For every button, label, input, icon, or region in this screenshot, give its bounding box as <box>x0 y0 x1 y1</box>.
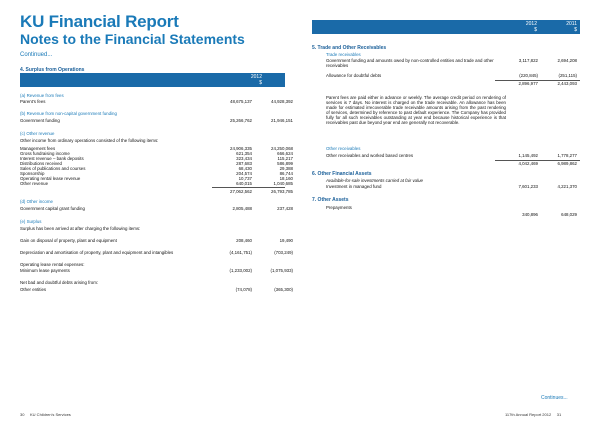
footer-right <box>505 412 561 417</box>
govt-heading: (b) Revenue from non-capital government funding <box>20 111 117 116</box>
note7-sub: Prepayments <box>326 205 352 210</box>
col-unit1: $ <box>534 27 537 33</box>
note6-sub: Available-for-sale investments carried at fair value <box>326 178 423 183</box>
footer-report: 117th Annual Report 2012 <box>505 412 552 417</box>
note4-heading: 4. Surplus from Operations <box>20 67 85 73</box>
note5-heading: 5. Trade and Other Receivables <box>312 45 387 51</box>
footer-org: KU Children's Services <box>30 412 71 417</box>
page-number-right: 31 <box>556 412 562 417</box>
receivables-paragraph: Parent fees are paid either in advance or weekly. The average credit period on rendering of services is 7 days. No interest is charged on the trade receivable. An allowance has been made for estimated irrecoverable trade receivable amounts arising from the past rendering of services, determined by reference to past default experience. The Company has provided fully for all such receivables outstanding at year end because historical experience is that receivables past due beyond year end are generally not recoverable. <box>326 95 506 125</box>
col-year1: 2012 <box>250 74 262 80</box>
lease-heading: Operating lease rental expenses: <box>20 262 85 267</box>
fees-heading: (a) Revenue from fees <box>20 93 64 98</box>
other-revenue-intro: Other income from ordinary operations consisted of the following items: <box>20 138 159 143</box>
right-page: 2012 2011 $ $ 5. Trade and Other Receivables Trade receivables Government funding and amounts owed by non-controlled entities and trade and other receivables 3,117,822 2,694,208 Allowance for doubtful debts (220,845) (251,115) 2,896,977 2,443,093 Parent fees are paid either in advance or weekly. The average credit period on rendering of services is 7 days. No interest is charged on the trade receivable. An allowance has been made for estimated irrecoverable trade receivable amounts arising from the past rendering of services, determined by reference to past default experience. The Company has provided fully for all such receivables outstanding at year end because historical experience is that receivables past due beyond year end are generally not recoverable. Other receivables Other receivables and worked based centres 1,145,492 1,778,277 4,042,469 6,989,862 6. Other Financial Assets Available-for-sale investments carried at fair value Investment in managed fund 7,601,233 4,221,370 7. Other Assets Prepayments 340,896 648,029 Continues... 117th Annual Report 2012 31 <box>300 0 600 424</box>
bad-debts-heading: Net bad and doubtful debts arising from: <box>20 280 99 285</box>
col-unit2: $ <box>293 80 296 86</box>
continued-label: Continued... <box>20 52 53 58</box>
other-receivables-heading: Other receivables <box>326 146 361 151</box>
total-rule <box>212 187 285 188</box>
page-number-left: 30 <box>20 412 25 417</box>
report-subtitle: Notes to the Financial Statements <box>20 31 245 47</box>
trade-receivables-heading: Trade receivables <box>326 52 361 57</box>
col-year2: 2011 <box>566 21 577 27</box>
note6-heading: 6. Other Financial Assets <box>312 171 372 177</box>
col-year1: 2012 <box>525 21 537 27</box>
report-title: KU Financial Report <box>20 12 179 31</box>
column-header-bar <box>20 73 296 87</box>
note7-heading: 7. Other Assets <box>312 197 349 203</box>
footer-left <box>20 412 71 417</box>
surplus-intro: Surplus has been arrived at after charging the following items: <box>20 226 141 231</box>
surplus-heading: (e) Surplus <box>20 219 42 224</box>
col-unit2: $ <box>574 27 577 33</box>
col-unit1: $ <box>259 80 262 86</box>
col-year2: 2011 <box>285 74 296 80</box>
other-income-heading: (d) Other income <box>20 199 53 204</box>
column-header-bar-right <box>312 20 580 34</box>
left-page: KU Financial Report Notes to the Financial Statements Continued... 4. Surplus from Operations 2012 2011 $ $ (a) Revenue from fees Parent's fees 48,675,137 44,928,392 (b) Revenue from non-capital government funding Government funding 25,266,762 21,946,151 (c) Other revenue Other income from ordinary operations consisted of the following items: Management fees 24,906,335 24,250,068 Gross fundraising income 621,354 666,624 Interest revenue – bank deposits 323,434 115,217 Distributions received 287,683 586,899 Sales of publications and courses 68,430 29,388 Sponsorship 204,574 86,744 Operating rental lease revenue 10,737 18,160 Other revenue 640,015 1,040,685 27,062,562 26,793,785 (d) Other income Government capital grant funding 2,805,488 237,428 (e) Surplus Surplus has been arrived at after charging the following items: Gain on disposal of property, plant and equipment 208,460 19,490 Depreciation and amortisation of property, plant and equipment and intangibles (4,161,751) (703,249) Operating lease rental expenses: Minimum lease payments (1,233,002) (1,075,933) Net bad and doubtful debts arising from: Other entities (74,078) (365,300) 30 KU Children's Services <box>20 12 296 417</box>
other-revenue-heading: (c) Other revenue <box>20 131 55 136</box>
continues-link: Continues... <box>541 395 568 401</box>
